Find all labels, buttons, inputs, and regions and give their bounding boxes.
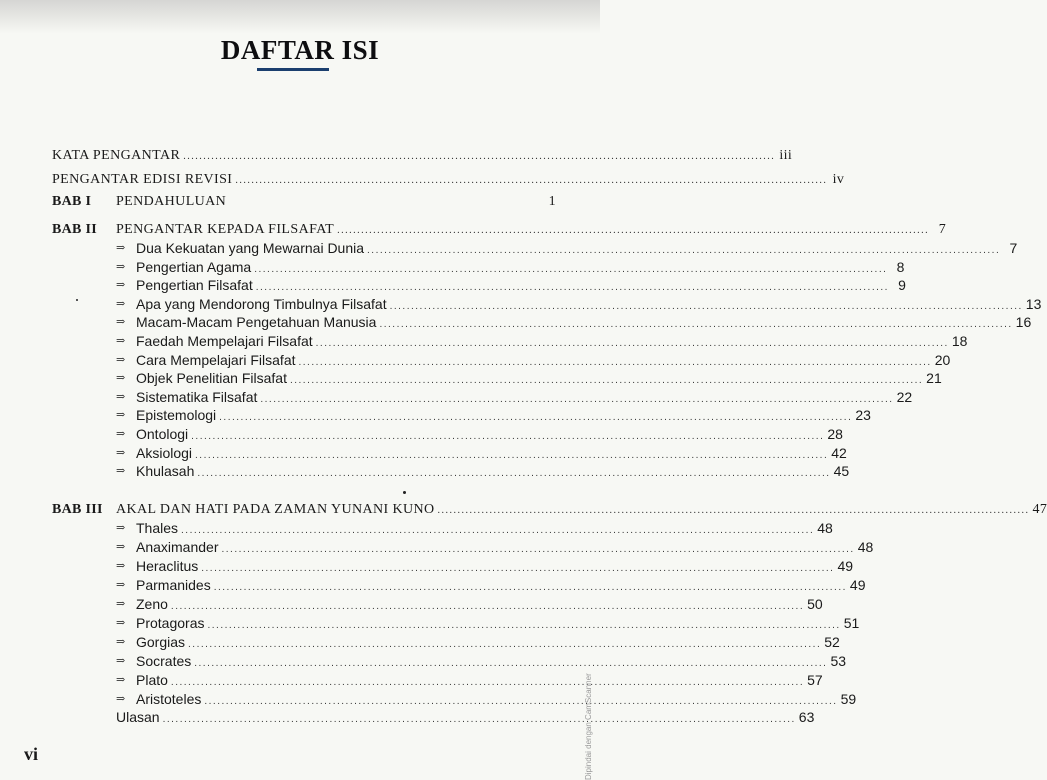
toc-subentry[interactable]: [136, 331, 968, 351]
toc-entry-pendahuluan[interactable]: [116, 192, 556, 212]
toc-entry-page: 48: [857, 539, 874, 555]
toc-entry-title: Gorgias: [136, 634, 186, 650]
scanner-watermark: [584, 630, 598, 780]
toc-subentry[interactable]: [136, 613, 860, 633]
toc-subentry[interactable]: [136, 257, 905, 277]
bullet-arrow-icon: ⇒: [116, 409, 126, 422]
chapter-label: BAB II: [52, 222, 97, 237]
toc-entry-title: PENGANTAR EDISI REVISI: [52, 172, 233, 187]
toc-entry-title: Sistematika Filsafat: [136, 388, 258, 405]
bullet-arrow-icon: ⇒: [116, 242, 126, 254]
toc-entry-title: Epistemologi: [136, 407, 217, 424]
bullet-arrow-icon: ⇒: [116, 279, 126, 292]
chapter-label: BAB III: [52, 502, 103, 517]
leader-dots: [229, 193, 539, 213]
bullet-arrow-icon: ⇒: [116, 617, 126, 629]
toc-subentry[interactable]: [136, 518, 833, 538]
toc-subentry[interactable]: [136, 651, 847, 671]
toc-entry-title: Faedah Mempelajari Filsafat: [136, 333, 313, 349]
bullet-arrow-icon: ⇒: [116, 655, 126, 667]
leader-dots: ....................................................................................................................................................: [337, 225, 930, 236]
toc-entry-page: 49: [849, 577, 866, 593]
bullet-arrow-icon: ⇒: [116, 372, 126, 385]
toc-entry-page: 47: [1032, 502, 1047, 517]
toc-entry-page: 18: [951, 333, 968, 349]
leader-dots: ....................................................................................................................................................: [207, 620, 841, 631]
leader-dots: ....................................................................................................................................................: [170, 677, 805, 688]
toc-entry-page: 63: [798, 709, 815, 725]
toc-entry-title: Zeno: [136, 596, 168, 612]
toc-entry-page: 45: [833, 463, 850, 480]
leader-dots: ....................................................................................................................................................: [260, 393, 894, 405]
toc-entry-title: Anaximander: [136, 539, 219, 555]
toc-subentry[interactable]: [136, 575, 866, 595]
toc-entry-page: 21: [926, 370, 942, 387]
toc-subentry[interactable]: [136, 424, 843, 444]
toc-entry-page: 20: [934, 351, 951, 368]
leader-dots: ....................................................................................................................................................: [197, 468, 831, 480]
toc-entry-title: Khulasah: [136, 463, 195, 480]
toc-entry-title: Aristoteles: [136, 691, 202, 707]
leader-dots: ....................................................................................................................................................: [188, 639, 822, 650]
toc-entry-page: iv: [832, 172, 845, 187]
toc-entry-page: 42: [831, 444, 847, 461]
toc-entry-title: Plato: [136, 672, 168, 688]
leader-dots: ....................................................................................................................................................: [437, 505, 1030, 516]
toc-subentry[interactable]: [136, 312, 1032, 332]
leader-dots: ....................................................................................................................................................: [191, 431, 825, 442]
toc-subentry[interactable]: [136, 275, 906, 295]
toc-entry-page: 52: [824, 634, 840, 650]
toc-subentry[interactable]: [136, 405, 871, 425]
toc-entry-title: Socrates: [136, 653, 192, 669]
toc-entry-page: 59: [840, 691, 857, 707]
toc-entry-page: 49: [837, 558, 854, 574]
leader-dots: ....................................................................................................................................................: [367, 245, 1001, 256]
leader-dots: ....................................................................................................................................................: [298, 356, 932, 368]
bullet-arrow-icon: ⇒: [116, 693, 126, 705]
toc-entry-page: 7: [938, 222, 947, 237]
bullet-arrow-icon: ⇒: [116, 446, 126, 459]
bullet-arrow-icon: ⇒: [116, 297, 126, 310]
toc-entry-page: 1: [548, 194, 556, 209]
toc-subentry[interactable]: [136, 294, 1042, 314]
toc-entry-title: Heraclitus: [136, 558, 199, 574]
leader-dots: ....................................................................................................................................................: [254, 263, 888, 275]
toc-entry-page: 22: [896, 388, 913, 405]
leader-dots: ....................................................................................................................................................: [194, 658, 828, 669]
toc-entry-title: PENDAHULUAN: [116, 194, 227, 209]
toc-entry-title: Apa yang Mendorong Timbulnya Filsafat: [136, 295, 387, 312]
toc-entry-title: Protagoras: [136, 615, 205, 631]
toc-entry-title: Macam-Macam Pengetahuan Manusia: [136, 314, 377, 331]
toc-entry-title: AKAL DAN HATI PADA ZAMAN YUNANI KUNO: [116, 502, 435, 517]
bullet-arrow-icon: ⇒: [116, 560, 126, 572]
bullet-arrow-icon: ⇒: [116, 428, 126, 440]
leader-dots: ....................................................................................................................................................: [183, 151, 776, 162]
toc-subentry[interactable]: [136, 632, 840, 652]
leader-dots: ....................................................................................................................................................: [195, 449, 829, 461]
bullet-arrow-icon: ⇒: [116, 579, 126, 591]
page-number: vi: [24, 744, 39, 764]
leader-dots: ....................................................................................................................................................: [162, 714, 796, 725]
bullet-arrow-icon: ⇒: [116, 522, 126, 534]
leader-dots: ....................................................................................................................................................: [181, 525, 815, 536]
scan-speck: [76, 299, 78, 301]
page-title: DAFTAR ISI: [220, 35, 380, 65]
leader-dots: ....................................................................................................................................................: [201, 563, 835, 574]
bullet-arrow-icon: ⇒: [116, 353, 126, 366]
toc-entry-page: 16: [1015, 314, 1032, 331]
toc-entry-title: Cara Mempelajari Filsafat: [136, 351, 296, 368]
toc-subentry[interactable]: [136, 461, 850, 481]
toc-subentry[interactable]: [136, 670, 823, 690]
leader-dots: ....................................................................................................................................................: [379, 319, 1013, 331]
toc-subentry[interactable]: [136, 443, 847, 463]
toc-entry-title: Ontologi: [136, 426, 189, 442]
toc-subentry[interactable]: [136, 387, 913, 407]
toc-entry-title: Aksiologi: [136, 444, 193, 461]
toc-subentry[interactable]: [136, 368, 942, 388]
scan-speck: [403, 491, 406, 494]
toc-entry-ulasan[interactable]: [116, 707, 815, 727]
toc-entry-page: 28: [827, 426, 843, 442]
toc-subentry[interactable]: [136, 594, 823, 614]
toc-entry-page: 50: [807, 596, 823, 612]
toc-entry-page: 23: [855, 407, 871, 424]
bullet-arrow-icon: ⇒: [116, 335, 126, 347]
bullet-arrow-icon: ⇒: [116, 636, 126, 648]
toc-subentry[interactable]: [136, 556, 854, 576]
toc-entry-page: 7: [1009, 240, 1018, 256]
toc-entry-bab3[interactable]: [116, 500, 1047, 520]
leader-dots: ....................................................................................................................................................: [289, 375, 924, 387]
bullet-arrow-icon: ⇒: [116, 390, 126, 403]
toc-subentry[interactable]: [136, 350, 951, 370]
leader-dots: ....................................................................................................................................................: [315, 338, 949, 349]
toc-entry-page: 9: [898, 277, 906, 294]
leader-dots: ....................................................................................................................................................: [170, 601, 805, 612]
bullet-arrow-icon: ⇒: [116, 598, 126, 610]
toc-entry-title: Parmanides: [136, 577, 211, 593]
toc-entry-page: iii: [779, 148, 793, 163]
toc-entry-title: Pengertian Filsafat: [136, 277, 253, 294]
toc-entry-page: 57: [807, 672, 823, 688]
toc-subentry[interactable]: [136, 537, 874, 557]
toc-subentry[interactable]: [136, 238, 1018, 258]
toc-entry-title: Pengertian Agama: [136, 258, 252, 275]
toc-subentry[interactable]: [136, 689, 857, 709]
toc-entry-title: Ulasan: [116, 709, 160, 725]
leader-dots: ....................................................................................................................................................: [389, 300, 1023, 312]
bullet-arrow-icon: ⇒: [116, 316, 126, 329]
toc-entry-pengantar-edisi-revisi[interactable]: [52, 170, 845, 190]
toc-entry-bab2[interactable]: [116, 220, 947, 240]
leader-dots: ....................................................................................................................................................: [255, 282, 889, 294]
toc-entry-title: KATA PENGANTAR: [52, 148, 181, 163]
leader-dots: ....................................................................................................................................................: [219, 412, 853, 424]
bullet-arrow-icon: ⇒: [116, 465, 126, 478]
leader-dots: ....................................................................................................................................................: [204, 696, 838, 707]
leader-dots: ....................................................................................................................................................: [213, 582, 847, 593]
toc-entry-title: Thales: [136, 520, 179, 536]
bullet-arrow-icon: ⇒: [116, 260, 126, 273]
toc-entry-page: 51: [843, 615, 860, 631]
watermark-text: Dipindai dengan CamScanner: [584, 673, 593, 780]
toc-entry-title: Dua Kekuatan yang Mewarnai Dunia: [136, 240, 365, 256]
bullet-arrow-icon: ⇒: [116, 674, 126, 686]
toc-entry-page: 53: [830, 653, 847, 669]
toc-entry-page: 48: [817, 520, 833, 536]
toc-entry-page: 8: [896, 258, 905, 275]
toc-entry-title: Objek Penelitian Filsafat: [136, 370, 287, 387]
leader-dots: ....................................................................................................................................................: [221, 544, 855, 555]
bullet-arrow-icon: ⇒: [116, 541, 126, 553]
toc-entry-kata-pengantar[interactable]: [52, 146, 793, 166]
chapter-label: BAB I: [52, 194, 92, 209]
leader-dots: ....................................................................................................................................................: [235, 175, 828, 186]
toc-entry-page: 13: [1025, 295, 1042, 312]
toc-entry-title: PENGANTAR KEPADA FILSAFAT: [116, 222, 335, 237]
